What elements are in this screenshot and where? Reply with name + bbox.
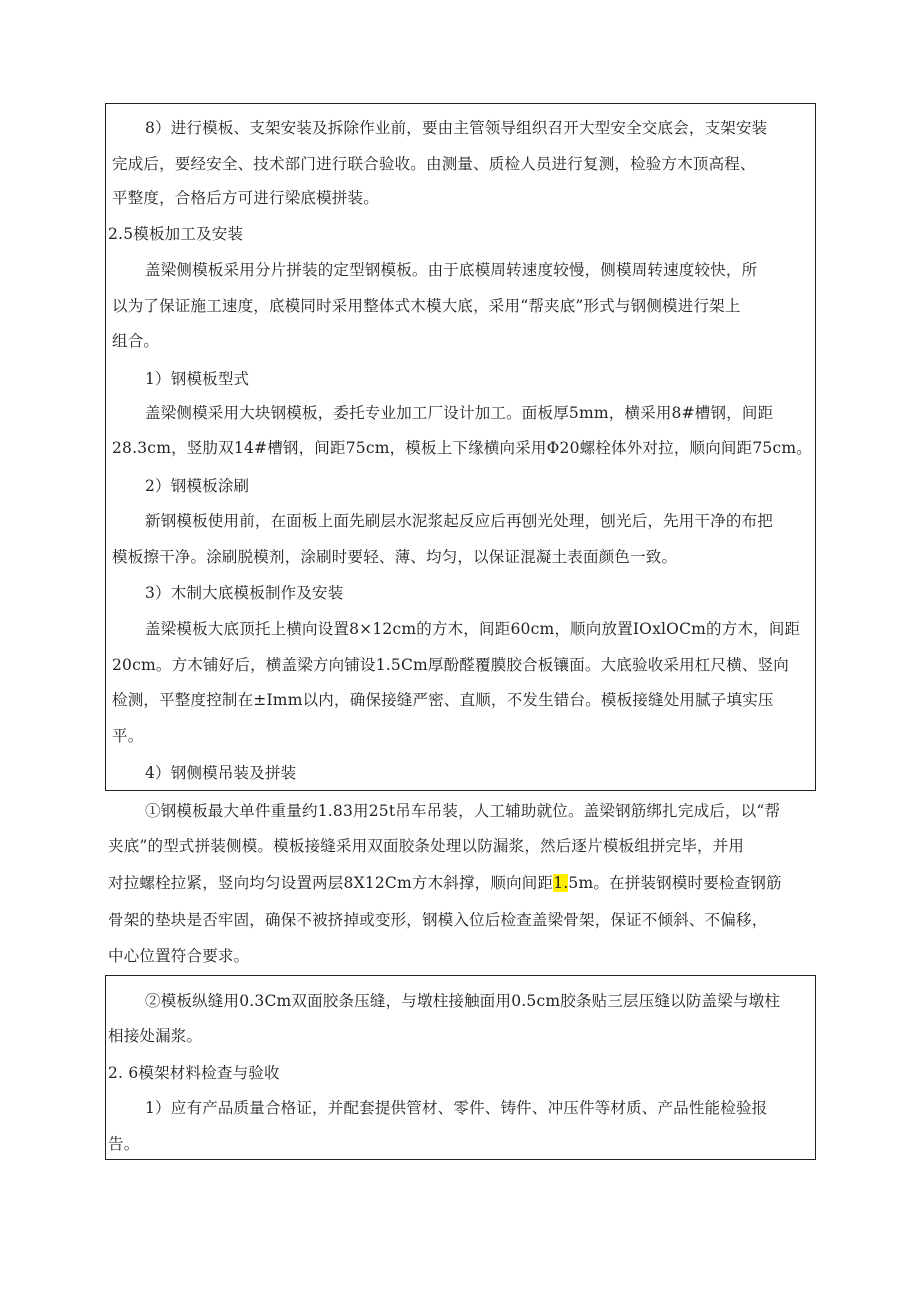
text-segment: 5m。在拼装钢模时要检查钢筋 bbox=[568, 874, 782, 892]
paragraph-line: 28.3cm，竖肋双14#槽钢，间距75cm，模板上下缘横向采用Φ20螺栓体外对拉，顺向间距75cm。 bbox=[112, 439, 812, 457]
paragraph-line: 完成后，要经安全、技术部门进行联合验收。由测量、质检人员进行复测，检验方木顶高程、 bbox=[112, 155, 756, 173]
paragraph-line: 盖梁模板大底顶托上横向设置8×12cm的方木，间距60cm，顺向放置IOxlOCm的方木，间距 bbox=[145, 620, 801, 638]
paragraph-line: 1）应有产品质量合格证，并配套提供管材、零件、铸件、冲压件等材质、产品性能检验报 bbox=[145, 1099, 768, 1117]
paragraph-line: 检测，平整度控制在±Imm以内，确保接缝严密、直顺，不发生错台。模板接缝处用腻子填实压 bbox=[112, 691, 774, 709]
section-heading-2-6: 2. 6模架材料检查与验收 bbox=[108, 1064, 280, 1082]
text-segment: 对拉螺栓拉紧，竖向均匀设置两层8X12Cm方木斜撑，顺向间距 bbox=[108, 874, 554, 892]
paragraph-line: ①钢模板最大单件重量约1.83用25t吊车吊装，人工辅助就位。盖梁钢筋绑扎完成后，以“帮 bbox=[145, 802, 781, 820]
paragraph-line: 以为了保证施工速度，底模同时采用整体式木模大底，采用“帮夹底”形式与钢侧模进行架上 bbox=[112, 297, 741, 315]
paragraph-line: 相接处漏浆。 bbox=[108, 1027, 203, 1045]
paragraph-line: 8）进行模板、支架安装及拆除作业前，要由主管领导组织召开大型安全交底会，支架安装 bbox=[145, 119, 768, 137]
paragraph-line: 平整度，合格后方可进行梁底模拼装。 bbox=[112, 189, 379, 207]
paragraph-line: 告。 bbox=[108, 1135, 140, 1153]
highlighted-text: 1. bbox=[553, 874, 569, 892]
paragraph-line: 20cm。方木铺好后，横盖梁方向铺设1.5Cm厚酚醛覆膜胶合板镶面。大底验收采用杠尺横、竖向 bbox=[112, 656, 790, 674]
paragraph-line: 组合。 bbox=[112, 332, 160, 350]
paragraph-line: 夹底”的型式拼装侧模。模板接缝采用双面胶条处理以防漏浆，然后逐片模板组拼完毕，并用 bbox=[108, 837, 745, 855]
paragraph-line: 中心位置符合要求。 bbox=[108, 947, 250, 965]
paragraph-line: ②模板纵缝用0.3Cm双面胶条压缝，与墩柱接触面用0.5cm胶条贴三层压缝以防盖梁与墩柱 bbox=[145, 992, 781, 1010]
paragraph-line: 模板擦干净。涂刷脱模剂，涂刷时要轻、薄、均匀，以保证混凝土表面颜色一致。 bbox=[112, 548, 678, 566]
subheading-3: 3）木制大底模板制作及安装 bbox=[145, 584, 344, 602]
paragraph-line: 盖梁侧模采用大块钢模板，委托专业加工厂设计加工。面板厚5mm，横采用8#槽钢，间距 bbox=[145, 404, 774, 422]
paragraph-line: 平。 bbox=[112, 727, 144, 745]
subheading-1: 1）钢模板型式 bbox=[145, 370, 250, 388]
subheading-4: 4）钢侧模吊装及拼装 bbox=[145, 764, 297, 782]
paragraph-line: 新钢模板使用前，在面板上面先刷层水泥浆起反应后再刨光处理，刨光后，先用干净的布把 bbox=[145, 512, 774, 530]
subheading-2: 2）钢模板涂刷 bbox=[145, 477, 250, 495]
paragraph-line-highlight bbox=[108, 873, 782, 893]
section-heading-2-5: 2.5模板加工及安装 bbox=[108, 225, 244, 243]
paragraph-line: 骨架的垫块是否牢固，确保不被挤掉或变形，钢模入位后检查盖梁骨架，保证不倾斜、不偏移， bbox=[108, 911, 768, 929]
paragraph-line: 盖梁侧模板采用分片拼装的定型钢模板。由于底模周转速度较慢，侧模周转速度较快，所 bbox=[145, 261, 758, 279]
